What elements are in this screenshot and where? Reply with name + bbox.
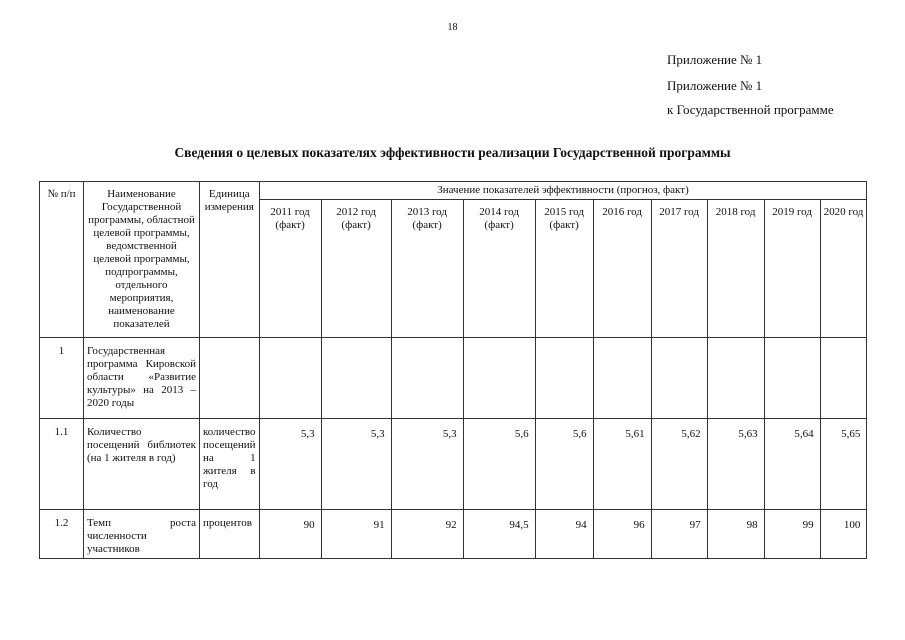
table-row (40, 510, 867, 559)
row-value (820, 338, 867, 419)
row-unit: количество посещений на 1 жителя в год (200, 419, 260, 510)
header-unit: Единица измерения (200, 182, 260, 338)
header-year: 2017 год (651, 200, 707, 338)
header-year: 2015 год (факт) (535, 200, 593, 338)
table-row (40, 338, 867, 419)
row-value: 91 (321, 510, 391, 559)
header-values-group: Значение показателей эффективности (прогноз, факт) (259, 182, 867, 200)
row-value: 5,3 (391, 419, 463, 510)
row-value: 5,3 (259, 419, 321, 510)
row-value: 96 (593, 510, 651, 559)
row-value: 5,63 (707, 419, 764, 510)
row-num: 1.1 (40, 419, 84, 510)
table-row (40, 419, 867, 510)
row-num: 1.2 (40, 510, 84, 559)
row-value (593, 338, 651, 419)
row-value: 5,64 (764, 419, 820, 510)
header-year: 2011 год (факт) (259, 200, 321, 338)
row-unit (200, 338, 260, 419)
row-unit: процентов (200, 510, 260, 559)
row-value: 5,6 (535, 419, 593, 510)
indicators-table (39, 181, 867, 559)
row-value: 5,61 (593, 419, 651, 510)
header-year: 2020 год (820, 200, 867, 338)
row-num: 1 (40, 338, 84, 419)
row-value: 90 (259, 510, 321, 559)
row-value (463, 338, 535, 419)
row-value: 5,6 (463, 419, 535, 510)
row-value: 5,3 (321, 419, 391, 510)
row-value: 94 (535, 510, 593, 559)
document-title: Сведения о целевых показателях эффективности реализации Государственной программы (174, 145, 731, 160)
table-header-row (40, 182, 867, 200)
row-name: Количество посещений библиотек (на 1 жителя в год) (84, 419, 200, 510)
header-year: 2013 год (факт) (391, 200, 463, 338)
row-value: 94,5 (463, 510, 535, 559)
row-value (391, 338, 463, 419)
appendix-line-2: Приложение № 1 (667, 78, 763, 93)
appendix-line-3: к Государственной программе (667, 102, 834, 117)
row-value: 100 (820, 510, 867, 559)
header-year: 2012 год (факт) (321, 200, 391, 338)
row-value: 99 (764, 510, 820, 559)
header-year: 2019 год (764, 200, 820, 338)
row-value: 92 (391, 510, 463, 559)
row-value: 97 (651, 510, 707, 559)
row-name: Государственная программа Кировской области «Развитие культуры» на 2013 –2020 годы (84, 338, 200, 419)
row-value: 98 (707, 510, 764, 559)
header-year: 2014 год (факт) (463, 200, 535, 338)
header-year: 2018 год (707, 200, 764, 338)
row-value: 5,65 (820, 419, 867, 510)
header-num: № п/п (40, 182, 84, 338)
row-value (764, 338, 820, 419)
row-value (535, 338, 593, 419)
row-value: 5,62 (651, 419, 707, 510)
header-year: 2016 год (593, 200, 651, 338)
row-value (707, 338, 764, 419)
row-value (321, 338, 391, 419)
row-value (259, 338, 321, 419)
header-name: Наименование Государственной программы, областной целевой программы, ведомственной целевой программы, подпрограммы, отдельного мероприятия, наименование показателей (84, 182, 200, 338)
row-value (651, 338, 707, 419)
appendix-line-1: Приложение № 1 (667, 52, 763, 67)
page-number: 18 (447, 22, 458, 33)
row-name: Темп роста численности участников (84, 510, 200, 559)
